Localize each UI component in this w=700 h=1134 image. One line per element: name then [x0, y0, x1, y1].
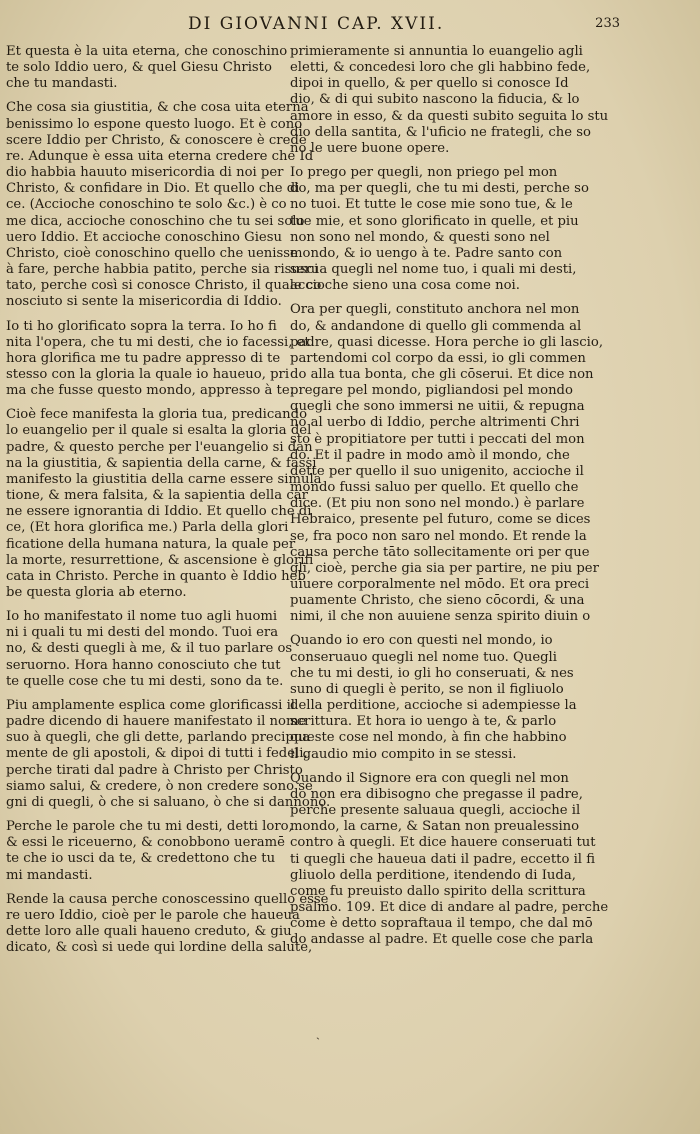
text-line: mondo, la carne, & Satan non preualessino [290, 819, 580, 835]
text-line: nosciuto si sente la misericordia di Iddio. [6, 294, 282, 310]
text-line: Che cosa sia giustitia, & che cosa uita eterna [6, 100, 309, 116]
text-line: ma che fusse questo mondo, appresso à te. [6, 383, 294, 399]
text-line: do, & andandone di quello gli commenda al [290, 318, 582, 334]
paragraph [290, 302, 604, 625]
text-line: Rende la causa perche conoscessino quello esse [6, 891, 329, 907]
right-column [290, 44, 609, 956]
text-line: scrittura. Et hora io uengo à te, & parlo [290, 714, 557, 730]
text-line: dipoi in quello, & per quello si conosce Id [290, 76, 569, 92]
text-line: na la giustitia, & sapientia della carne, & fassi [6, 455, 317, 471]
text-line: Quando il Signore era con quegli nel mon [290, 770, 569, 786]
text-line: seruorno. Hora hanno conosciuto che tut [6, 657, 281, 673]
text-line: serua quegli nel nome tuo, i quali mi desti, [290, 262, 577, 278]
text-line: causa perche tāto sollecitamente ori per que [290, 544, 590, 560]
text-line: no le uere buone opere. [290, 140, 450, 156]
paragraph [6, 891, 329, 957]
paragraph [6, 819, 293, 884]
text-line: suo à quegli, che gli dette, parlando precipua [6, 730, 311, 746]
text-line: che tu mandasti. [6, 76, 118, 92]
text-line: ne essere ignorantia di Iddio. Et quello che di [6, 504, 312, 520]
text-line: uero Iddio. Et accioche conoschino Giesu [6, 229, 282, 245]
text-line: ti quegli che haueua dati il padre, eccetto il fi [290, 851, 596, 867]
text-line: come è detto sopraftaua il tempo, che dal mō [290, 916, 593, 932]
text-line: psalmo. 109. Et dice di andare al padre, perche [290, 899, 609, 915]
text-line: mente de gli apostoli, & dipoi di tutti i fedeli, [6, 746, 308, 762]
text-line: Hebraico, presente pel futuro, come se dices [290, 512, 591, 528]
text-line: cata in Christo. Perche in quanto è Iddio heb [6, 568, 306, 584]
text-line: nita l'opera, che tu mi desti, che io facessi, et [6, 334, 310, 350]
text-line: hora glorifica me tu padre appresso di te [6, 350, 281, 366]
text-line: te solo Iddio uero, & quel Giesu Christo [6, 60, 272, 76]
text-line: se, fra poco non saro nel mondo. Et rende la [290, 528, 587, 544]
text-line: conseruauo quegli nel nome tuo. Quegli [290, 649, 557, 665]
text-line: padre dicendo di hauere manifestato il nome [6, 714, 307, 730]
text-line: gliuolo della perditione, itendendo di Iuda, [290, 867, 576, 883]
text-line: tione, & mera falsita, & la sapientia della car [6, 488, 308, 504]
text-line: primieramente si annuntia lo euangelio agli [290, 44, 583, 59]
text-line: do andasse al padre. Et quelle cose che parla [290, 932, 594, 948]
page-number: 233 [595, 16, 620, 31]
text-line: do. Et il padre in modo amò il mondo, che [290, 447, 570, 463]
text-line: mondo fussi saluo per quello. Et quello che [290, 480, 579, 496]
text-line: queste cose nel mondo, à fin che habbino [290, 730, 567, 746]
text-line: benissimo lo espone questo luogo. Et è cono [6, 116, 303, 132]
text-line: siamo salui, & credere, ò non credere sono se [6, 778, 313, 794]
text-line: no al uerbo di Iddio, perche altrimenti Chri [290, 415, 580, 431]
text-line: ni i quali tu mi desti del mondo. Tuoi era [6, 625, 279, 641]
text-line: & essi le riceuerno, & conobbono ueramē [6, 835, 285, 851]
text-line: amore in esso, & da questi subito seguita lo stu [290, 108, 609, 124]
text-line: dicato, & così si uede qui lordine della salute, [6, 940, 313, 956]
text-line: tato, perche così si conosce Christo, il quale co [6, 278, 322, 294]
text-line: re uero Iddio, cioè per le parole che haueua [6, 907, 300, 923]
text-line: ce. (Accioche conoschino te solo &c.) è co [6, 197, 287, 213]
text-line: padre, & questo perche per l'euangelio si dan [6, 439, 313, 455]
text-line: no, & desti quegli à me, & il tuo parlare os [6, 641, 293, 657]
paragraph [6, 407, 322, 601]
text-line: che tu mi desti, io gli ho conseruati, & nes [290, 665, 574, 681]
text-line: il gaudio mio compito in se stessi. [290, 746, 517, 762]
text-line: mi mandasti. [6, 867, 93, 883]
paragraph [290, 165, 590, 294]
text-line: me dica, accioche conoschino che tu sei solo [6, 213, 305, 229]
text-line: nimi, il che non auuiene senza spirito diuin o [290, 609, 591, 625]
text-line: ce, (Et hora glorifica me.) Parla della glori [6, 520, 289, 536]
text-line: dio, & di qui subito nascono la fiducia, & lo [290, 92, 580, 108]
text-line: dette loro alle quali haueno creduto, & giu [6, 923, 292, 939]
paragraph [290, 770, 609, 949]
text-line: quegli che sono immersi ne uitii, & repugna [290, 399, 585, 415]
paragraph [6, 44, 288, 92]
text-line: dio habbia hauuto misericordia di noi per [6, 165, 284, 181]
text-line: gni di quegli, ò che si saluano, ò che si dannono. [6, 794, 331, 810]
text-line: te che io usci da te, & credettono che tu [6, 851, 276, 867]
text-line: no tuoi. Et tutte le cose mie sono tue, & le [290, 197, 573, 213]
paragraph [6, 100, 322, 310]
text-line: pregare pel mondo, pigliandosi pel mondo [290, 383, 573, 399]
text-line: do alla tua bonta, che gli cōserui. Et dice non [290, 366, 594, 382]
running-title: DI GIOVANNI CAP. XVII. [188, 14, 445, 34]
text-line: te quelle cose che tu mi desti, sono da te. [6, 673, 284, 689]
text-line: non sono nel mondo, & questi sono nel [290, 229, 550, 245]
text-line: mondo, & io uengo à te. Padre santo con [290, 245, 563, 261]
text-line: Io ho manifestato il nome tuo agli huomi [6, 609, 278, 625]
text-line: do non era dibisogno che pregasse il padre, [290, 786, 583, 802]
text-line: Io ti ho glorificato sopra la terra. Io ho fi [6, 318, 277, 334]
text-line: contro à quegli. Et dice hauere conseruati tut [290, 835, 596, 851]
text-line: della perditione, accioche si adempiesse la [290, 698, 577, 714]
paragraph [290, 633, 590, 762]
text-line: uiuere corporalmente nel mōdo. Et ora preci [290, 577, 590, 592]
text-line: dette per quello il suo unigenito, accioche il [290, 463, 584, 479]
text-line: la morte, resurrettione, & ascensione è glorifi [6, 552, 314, 568]
text-line: Perche le parole che tu mi desti, detti loro, [6, 819, 293, 835]
text-line: Cioè fece manifesta la gloria tua, predicando [6, 407, 308, 423]
text-line: be questa gloria ab eterno. [6, 585, 187, 600]
text-line: sto è propitiatore per tutti i peccati del mon [290, 431, 585, 447]
text-line: suno di quegli è perito, se non il figliuolo [290, 681, 564, 697]
text-line: lo euangelio per il quale si esalta la gloria del [6, 423, 312, 439]
text-line: accioche sieno una cosa come noi. [290, 278, 520, 294]
text-line: partendomi col corpo da essi, io gli commen [290, 350, 586, 366]
text-line: perche presente saluaua quegli, accioche il [290, 803, 581, 819]
text-line: puamente Christo, che sieno cōcordi, & una [290, 593, 585, 609]
text-line: tue mie, et sono glorificato in quelle, et piu [290, 213, 579, 229]
text-line: eletti, & concedesi loro che gli habbino fede, [290, 60, 591, 76]
text-line: dio della santita, & l'uficio ne frategli, che so [290, 124, 591, 140]
paragraph [6, 318, 310, 400]
left-column [6, 44, 331, 964]
text-line: Christo, & confidare in Dio. Et quello che di [6, 181, 300, 197]
text-line: stesso con la gloria la quale io haueuo, pri [6, 366, 290, 382]
text-line: scere Iddio per Christo, & conoscere è crede [6, 132, 307, 148]
text-line: padre, quasi dicesse. Hora perche io gli lascio, [290, 334, 604, 350]
text-line: Piu amplamente esplica come glorificassi il [6, 697, 296, 713]
text-line: Io prego per quegli, non priego pel mon [290, 165, 558, 181]
text-line: do, ma per quegli, che tu mi desti, perche so [290, 181, 589, 197]
text-line: Et questa è la uita eterna, che conoschino [6, 44, 288, 59]
stray-mark: ˎ [316, 1026, 320, 1040]
text-line: Quando io ero con questi nel mondo, io [290, 633, 553, 649]
text-line: come fu preuisto dallo spirito della scrittura [290, 883, 586, 899]
text-line: manifesto la giustitia della carne essere simula [6, 471, 322, 487]
paragraph [6, 697, 331, 811]
paragraph [290, 44, 609, 157]
text-line: dice. (Et piu non sono nel mondo.) è parlare [290, 496, 585, 512]
page-header [0, 14, 700, 38]
text-line: Ora per quegli, constituto anchora nel mon [290, 302, 580, 318]
text-line: Christo, cioè conoschino quello che uenisse [6, 245, 298, 261]
paragraph [6, 609, 293, 690]
text-line: re. Adunque è essa uita eterna credere che Id [6, 148, 314, 164]
text-line: ficatione della humana natura, la quale per [6, 536, 296, 552]
text-line: à fare, perche habbia patito, perche sia risusci [6, 262, 319, 278]
text-line: perche tirati dal padre à Christo per Christo [6, 762, 303, 778]
text-line: gli, cioè, perche gia sia per partire, ne piu per [290, 560, 599, 576]
